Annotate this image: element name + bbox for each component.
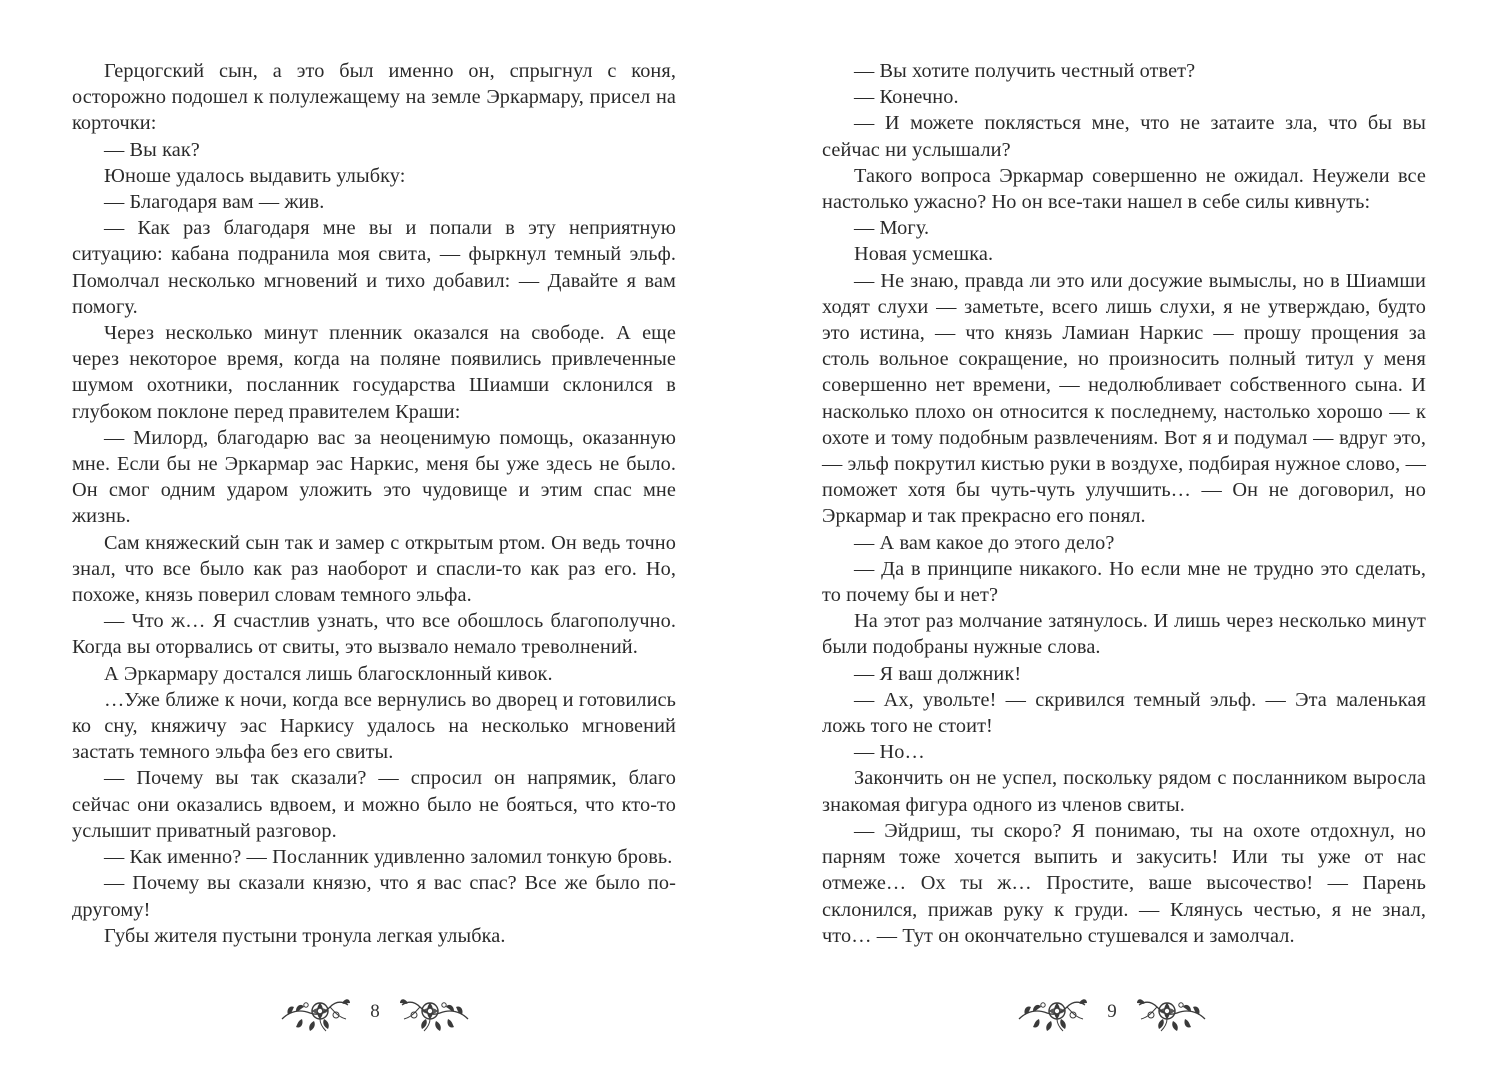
right-folio xyxy=(1007,986,1217,1036)
paragraph: — Почему вы так сказали? — спросил он напрямик, благо сейчас они оказались вдвоем, и можно было не бояться, что кто-то услышит приватный разговор. xyxy=(72,767,676,842)
paragraph: Герцогский сын, а это был именно он, спрыгнул с коня, осторожно подошел к полулежащему на земле Эркармару, присел на корточки: xyxy=(72,60,676,135)
paragraph: — И можете поклясться мне, что не затаите зла, что бы вы сейчас ни услышали? xyxy=(822,112,1426,161)
paragraph: — Конечно. xyxy=(854,86,959,109)
paragraph: — Не знаю, правда ли это или досужие вымыслы, но в Шиамши ходят слухи — заметьте, всего лишь слухи, я не утверждаю, будто это истина, — что князь Ламиан Наркис — прошу прощения за столь вольное сокращение, но произносить полный титул у меня совершенно нет времени, — недолюбливает собственного сына. И насколько плохо он относится к последнему, настолько хорошо — к охоте и тому подобным развлечениям. Вот я и подумал — вдруг это, — эльф покрутил кистью руки в воздухе, подбирая нужное слово, — поможет хотя бы чуть-чуть улучшить… — Он не договорил, но Эркармар и так прекрасно его понял. xyxy=(822,269,1426,528)
floral-ornament-icon xyxy=(1135,989,1207,1033)
paragraph: — Ах, увольте! — скривился темный эльф. — Эта маленькая ложь того не стоит! xyxy=(822,688,1426,738)
paragraph: — Что ж… Я счастлив узнать, что все обошлось благополучно. Когда вы оторвались от свиты, это вызвало немало треволнений. xyxy=(72,610,676,659)
paragraph: — Могу. xyxy=(854,217,930,240)
page-number: 9 xyxy=(1107,1001,1117,1022)
paragraph: — Почему вы сказали князю, что я вас спас? Все же было по-другому! xyxy=(72,872,676,921)
paragraph: …Уже ближе к ночи, когда все вернулись во дворец и готовились ко сну, княжичу эас Наркису удалось на несколько мгновений застать темного эльфа без его свиты. xyxy=(72,688,676,764)
paragraph: Через несколько минут пленник оказался на свободе. А еще через некоторое время, когда на поляне появились привлеченные шумом охотники, посланник государства Шиамши склонился в глубоком поклоне перед правителем Краши: xyxy=(72,322,676,423)
floral-ornament-icon xyxy=(280,989,352,1033)
left-page-text xyxy=(72,58,676,949)
floral-ornament-icon xyxy=(1017,989,1089,1033)
paragraph: Губы жителя пустыни тронула легкая улыбка. xyxy=(104,924,506,947)
paragraph: — Как раз благодаря мне вы и попали в эту неприятную ситуацию: кабана подранила моя свита, — фыркнул темный эльф. Помолчал несколько мгновений и тихо добавил: — Давайте я вам помогу. xyxy=(72,217,676,318)
paragraph: — Эйдриш, ты скоро? Я понимаю, ты на охоте отдохнул, но парням тоже хочется выпить и закусить! Или ты уже от нас отмеже… Ох ты ж… Простите, ваше высочество! — Парень склонился, прижав руку к груди. — Клянусь честью, я не знал, что… — Тут он окончательно стушевался и замолчал. xyxy=(822,819,1426,947)
paragraph: А Эркармару достался лишь благосклонный кивок. xyxy=(104,662,553,685)
paragraph: — А вам какое до этого дело? xyxy=(854,531,1115,554)
paragraph: Сам княжеский сын так и замер с открытым ртом. Он ведь точно знал, что все было как раз наоборот и спасли-то как раз его. Но, похоже, князь поверил словам темного эльфа. xyxy=(72,531,676,607)
paragraph: — Но… xyxy=(854,741,925,764)
paragraph: Юноше удалось выдавить улыбку: xyxy=(104,164,406,187)
paragraph: — Как именно? — Посланник удивленно заломил тонкую бровь. xyxy=(104,846,673,869)
floral-ornament-icon xyxy=(398,989,470,1033)
left-folio xyxy=(270,986,480,1036)
right-page xyxy=(745,0,1490,1080)
paragraph: — Вы хотите получить честный ответ? xyxy=(854,60,1196,82)
right-page-text xyxy=(822,58,1426,949)
paragraph: — Милорд, благодарю вас за неоценимую помощь, оказанную мне. Если бы не Эркармар эас Наркис, меня бы уже здесь не было. Он смог одним ударом уложить это чудовище и этим спас мне жизнь. xyxy=(72,426,676,528)
paragraph: — Вы как? xyxy=(104,138,200,161)
paragraph: — Благодаря вам — жив. xyxy=(104,191,325,214)
paragraph: Новая усмешка. xyxy=(854,243,994,266)
paragraph: — Я ваш должник! xyxy=(854,662,1022,685)
paragraph: — Да в принципе никакого. Но если мне не трудно это сделать, то почему бы и нет? xyxy=(822,557,1426,607)
page-number: 8 xyxy=(370,1001,380,1022)
paragraph: На этот раз молчание затянулось. И лишь через несколько минут были подобраны нужные слова. xyxy=(822,610,1426,659)
paragraph: Закончить он не успел, поскольку рядом с посланником выросла знакомая фигура одного из членов свиты. xyxy=(822,767,1426,816)
paragraph: Такого вопроса Эркармар совершенно не ожидал. Неужели все настолько ужасно? Но он все-таки нашел в себе силы кивнуть: xyxy=(822,164,1426,214)
